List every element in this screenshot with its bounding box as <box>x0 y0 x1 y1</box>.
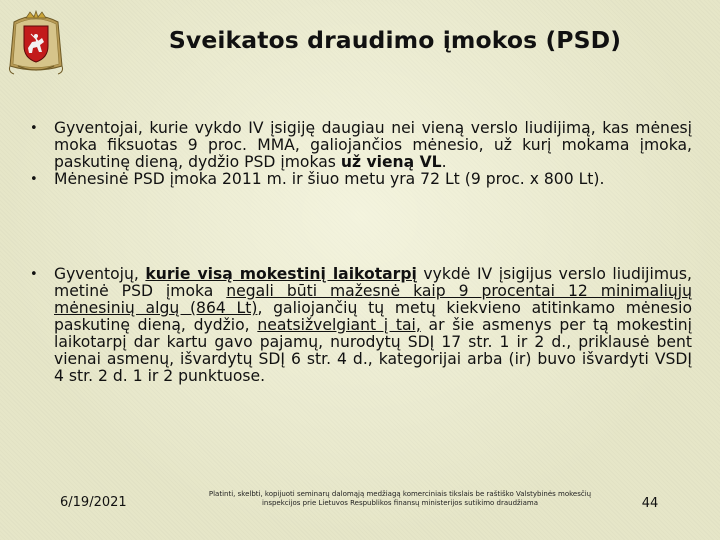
slide-title: Sveikatos draudimo įmokos (PSD) <box>168 26 622 54</box>
bullet-text-segment: ar šie asmenys per tą mokestinį laikotarpį dar kartu gavo pajamų, nurodytų SDĮ 17 str. 1 ir 2 d., priklausė bent vienai asmenų, išvardytų SDĮ 6 str. 4 d., kategorijai arba (ir) buvo išvardyti VSDĮ 4 str. 2 d. 1 ir 2 punktuose. <box>54 316 692 385</box>
page-number: 44 <box>641 496 659 511</box>
slide-footer <box>0 490 720 530</box>
bullet-text-segment: kurie visą mokestinį laikotarpį <box>145 265 417 283</box>
bullet-list-1 <box>30 120 692 188</box>
bullet-text-segment: neatsižvelgiant į tai, <box>257 316 421 334</box>
bullet-item <box>30 171 692 188</box>
bullet-item <box>30 120 692 171</box>
bullet-text-segment: už vieną VL <box>340 153 442 171</box>
bullet-text-segment: , galiojančių tų metų kiekvieno atitinkamo mėnesio paskutinę dieną, dydžio, <box>54 299 692 334</box>
bullet-text-segment: Gyventojų, <box>54 265 146 283</box>
bullet-list-2 <box>30 266 692 385</box>
bullet-icon: • <box>30 121 38 136</box>
bullet-text-segment: Gyventojai, kurie vykdo IV įsigiję daugiau nei vieną verslo liudijimą, kas mėnesį moka fiksuotas 9 proc. MMA, galiojančios mėnesio, už kurį mokama įmoka, paskutinę dieną, dydžio PSD įmokas <box>54 119 692 171</box>
bullet-text-segment: Mėnesinė PSD įmoka 2011 m. ir šiuo metu yra 72 Lt (9 proc. x 800 Lt). <box>54 170 605 188</box>
bullet-text-segment: . <box>441 153 447 171</box>
footer-date: 6/19/2021 <box>60 495 127 510</box>
bullet-text-segment: negali būti mažesnė kaip 9 procentai 12 minimaliųjų mėnesinių algų (864 Lt) <box>54 282 693 317</box>
lithuanian-coat-of-arms-icon <box>6 8 66 76</box>
bullet-icon: • <box>30 267 38 282</box>
footer-copyright-note: Platinti, skelbti, kopijuoti seminarų dalomąją medžiagą komerciniais tikslais be raštiško Valstybinės mokesčių inspekcijos prie Lietuvos Respublikos finansų ministerijos sutikimo draudžiama <box>208 490 592 507</box>
bullet-text-segment: vykdė IV įsigijus verslo liudijimus, metinė PSD įmoka <box>54 265 692 300</box>
bullet-item <box>30 266 692 385</box>
bullet-icon: • <box>30 172 38 187</box>
